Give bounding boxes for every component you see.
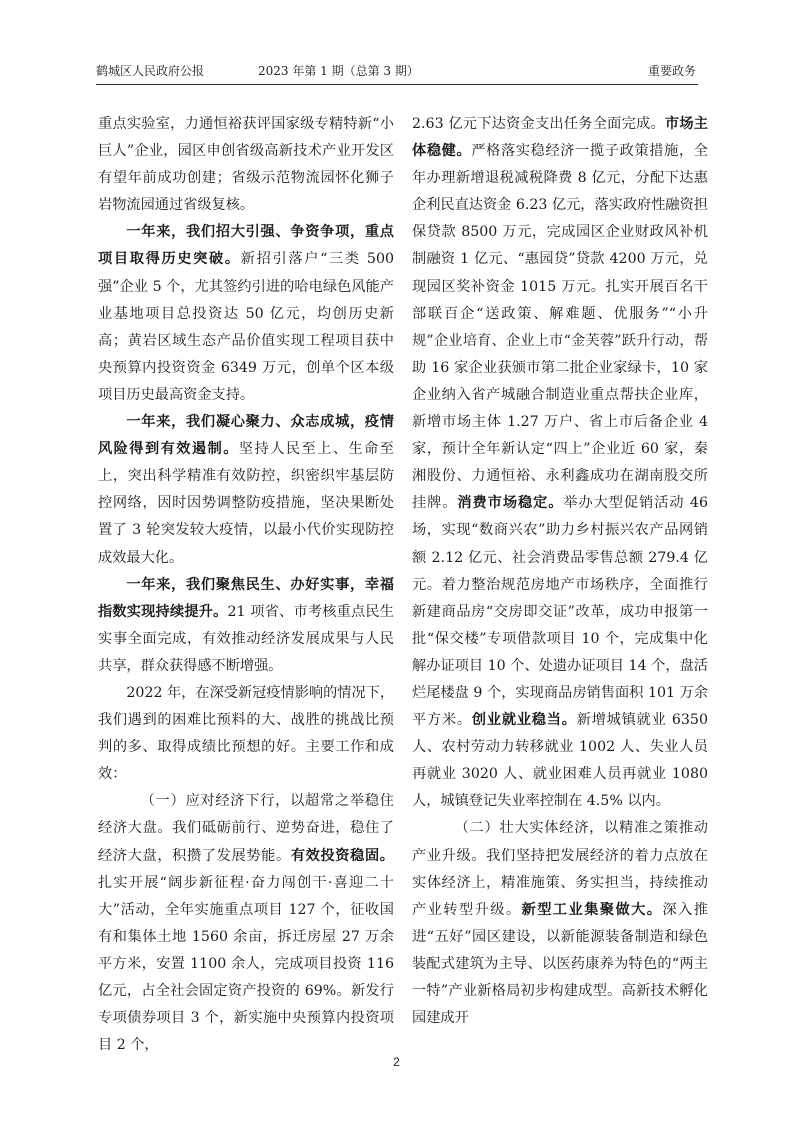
paragraph: 重点实验室，力通恒裕获评国家级专精特新“小巨人”企业，园区申创省级高新技术产业开发区有望年前成功创建；省级示范物流园怀化狮子岩物流园通过省级复核。 (98, 116, 394, 214)
bulletin-name: 鹤城区人民政府公报 (96, 64, 205, 78)
paragraph: 2.63 亿元下达资金支出任务全面完成。市场主体稳健。严格落实稳经济一揽子政策措施，全年办理新增退税减税降费 8 亿元，分配下达惠企利民直达资金 6.23 亿元，落实政府性融资担保贷款 8500 万元，完成园区企业财政风补机制融资 1 亿元、“惠园贷”贷款 4200 万元，兑现园区奖补资金 1015 万元。扎实开展百名干部联百企“送政策、解难题、优服务”“小升规”企业培育、企业上市“金芙蓉”跃升行动，帮助 16 家企业获颁市第二批企业家绿卡，10 家企业纳入省产城融合制造业重点帮扶企业库，新增市场主体 1.27 万户、省上市后备企业 4 家，预计全年新认定“四上”企业近 60 家，秦湘股份、力通恒裕、永利鑫成功在湖南股交所挂牌。消费市场稳定。举办大型促销活动 46 场，实现“数商兴农”助力乡村振兴农产品网销额 2.12 亿元、社会消费品零售总额 279.4 亿元。着力整治规范房地产市场秩序，全面推行新建商品房“交房即交证”改革，成功申报第一批“保交楼”专项借款项目 10 个，完成集中化解办证项目 10 个、处遗办证项目 14 个，盘活烂尾楼盘 9 个，实现商品房销售面积 101 万余平方米。创业就业稳当。新增城镇就业 6350 人、农村劳动力转移就业 1002 人、失业人员再就业 3020 人、就业困难人员再就业 1080 人，城镇登记失业率控制在 4.5% 以内。 (412, 116, 708, 810)
page-number: 2 (393, 1055, 400, 1069)
paragraph: 2022 年，在深受新冠疫情影响的情况下，我们遇到的困难比预料的大、战胜的挑战比预判的多、取得成绩比预想的好。主要工作和成效： (98, 684, 395, 783)
left-column (98, 111, 394, 1059)
issue-number: 2023 年第 1 期（总第 3 期） (258, 64, 419, 78)
bold-heading: 创业就业稳当。 (471, 712, 577, 729)
page-header (96, 62, 696, 82)
paragraph: （二）壮大实体经济，以精准之策推动产业升级。我们坚持把发展经济的着力点放在实体经济上，精准施策、务实担当，持续推动产业转型升级。新型工业集聚做大。深入推进“五好”园区建设，以新能源装备制造和绿色装配式建筑为主导、以医药康养为特色的“两主一特”产业新格局初步构建成型。高新技术孵化园建成开 (412, 820, 708, 1027)
bold-heading: 有效投资稳固。 (290, 847, 394, 864)
bold-heading: 一年来，我们聚焦民生、办好实事，幸福指数实现持续提升。 (98, 576, 394, 620)
paragraph: 一年来，我们聚焦民生、办好实事，幸福指数实现持续提升。21 项省、市考核重点民生实事全面完成，有效推动经济发展成果与人民共享，群众获得感不断增强。 (98, 576, 394, 674)
bold-heading: 市场主体稳健。 (412, 116, 708, 160)
paragraph: （一）应对经济下行，以超常之举稳住经济大盘。我们砥砺前行、逆势奋进，稳住了经济大盘，积攒了发展势能。有效投资稳固。扎实开展“阔步新征程·奋力闯创干·喜迎二十大”活动，全年实施重点项目 127 个，征收国有和集体土地 1560 余亩，拆迁房屋 27 万余平方米，安置 1100 余人，完成项目投资 116 亿元，占全社会固定资产投资的 69%。新发行专项债券项目 3 个，新实施中央预算内投资项目 2 个， (98, 793, 394, 1054)
bold-heading: 一年来，我们招大引强、争资争项，重点项目取得历史突破。 (98, 224, 394, 268)
section-title: 重要政务 (647, 64, 696, 78)
bold-heading: 一年来，我们凝心聚力、众志成城，疫情风险得到有效遏制。 (98, 414, 394, 458)
paragraph: 一年来，我们招大引强、争资争项，重点项目取得历史突破。新招引落户“三类 500 强”企业 5 个，尤其签约引进的哈电绿色风能产业基地项目总投资达 50 亿元，均创历史新高；黄岩区域生态产品价值实现工程项目获中央预算内投资资金 6349 万元，创单个区本级项目历史最高资金支持。 (98, 224, 394, 403)
bold-heading: 消费市场稳定。 (457, 495, 564, 512)
paragraph: 一年来，我们凝心聚力、众志成城，疫情风险得到有效遏制。坚持人民至上、生命至上，突出科学精准有效防控，织密织牢基层防控网络，因时因势调整防疫措施，坚决果断处置了 3 轮突发较大疫情，以最小代价实现防控成效最大化。 (98, 414, 394, 566)
bold-heading: 新型工业集聚做大。 (521, 901, 663, 918)
header-rule (96, 84, 698, 85)
right-column (412, 111, 708, 1032)
